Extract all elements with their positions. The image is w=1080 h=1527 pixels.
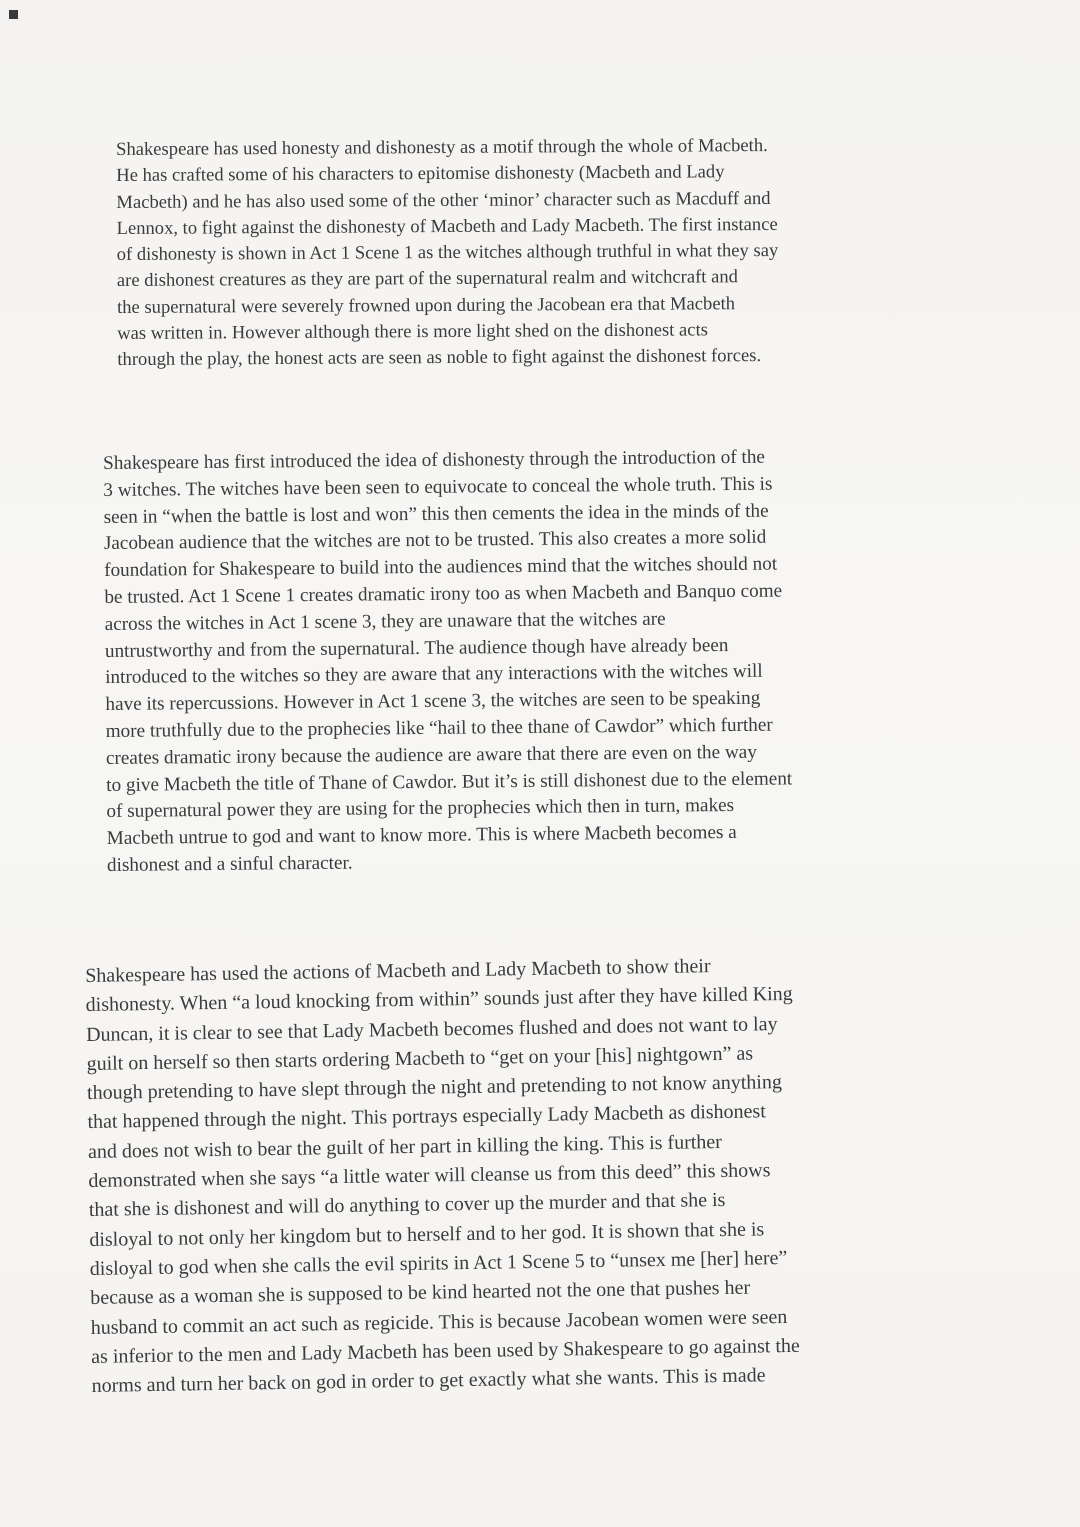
- text-line: have its repercussions. However in Act 1 scene 3, the witches are seen to be speaking: [105, 687, 761, 716]
- text-line: that happened through the night. This portrays especially Lady Macbeth as dishonest: [87, 1100, 766, 1134]
- text-line: Shakespeare has used the actions of Macbeth and Lady Macbeth to show their: [85, 955, 711, 987]
- text-line: Jacobean audience that the witches are not to be trusted. This also creates a more solid: [103, 527, 767, 555]
- text-line: because as a woman she is supposed to be kind hearted not the one that pushes her: [90, 1276, 751, 1310]
- text-line: untrustworthy and from the supernatural. The audience though have already been: [104, 634, 729, 662]
- text-line: across the witches in Act 1 scene 3, they are unaware that the witches are: [104, 608, 666, 635]
- text-line: 3 witches. The witches have been seen to equivocate to conceal the whole truth. This is: [103, 473, 773, 501]
- text-line: Lennox, to fight against the dishonesty of Macbeth and Lady Macbeth. The first instance: [116, 213, 778, 239]
- text-line: creates dramatic irony because the audience are aware that there are even on the way: [105, 741, 757, 769]
- paragraph-witches: [103, 443, 952, 880]
- text-line: Shakespeare has used honesty and dishonesty as a motif through the whole of Macbeth.: [116, 135, 768, 160]
- text-line: was written in. However although there is more light shed on the dishonest acts: [117, 319, 709, 345]
- text-line: disloyal to not only her kingdom but to herself and to her god. It is shown that she is: [89, 1218, 765, 1251]
- paragraph-lady-macbeth: [85, 948, 962, 1401]
- text-line: introduced to the witches so they are aware that any interactions with the witches will: [105, 661, 763, 689]
- text-line: husband to commit an act such as regicide. This is because Jacobean women were seen: [90, 1305, 788, 1339]
- text-line: dishonest and a sinful character.: [106, 852, 353, 876]
- text-line: Duncan, it is clear to see that Lady Macbeth becomes flushed and does not want to lay: [85, 1012, 778, 1046]
- scan-corner-mark: [9, 10, 18, 19]
- text-line: and does not wish to bear the guilt of her part in killing the king. This is further: [87, 1130, 723, 1163]
- text-line: of dishonesty is shown in Act 1 Scene 1 as the witches although truthful in what they say: [116, 240, 779, 266]
- text-line: be trusted. Act 1 Scene 1 creates dramatic irony too as when Macbeth and Banquo come: [104, 580, 783, 608]
- text-line: through the play, the honest acts are seen as noble to fight against the dishonest forces.: [117, 345, 762, 371]
- text-line: the supernatural were severely frowned upon during the Jacobean era that Macbeth: [116, 293, 736, 318]
- text-line: seen in “when the battle is lost and won” this then cements the idea in the minds of the: [103, 500, 769, 528]
- text-line: guilt on herself so then starts ordering Macbeth to “get on your [his] nightgown” as: [86, 1042, 754, 1075]
- text-line: as inferior to the men and Lady Macbeth has been used by Shakespeare to go against the: [91, 1334, 800, 1368]
- text-line: demonstrated when she says “a little water will cleanse us from this deed” this shows: [88, 1159, 771, 1193]
- text-line: Macbeth untrue to god and want to know more. This is where Macbeth becomes a: [106, 822, 737, 850]
- text-line: He has crafted some of his characters to epitomise dishonesty (Macbeth and Lady: [116, 161, 725, 187]
- text-line: norms and turn her back on god in order to get exactly what she wants. This is made: [91, 1364, 766, 1398]
- text-line: foundation for Shakespeare to build into the audiences mind that the witches should not: [104, 553, 778, 582]
- text-line: Shakespeare has first introduced the idea of dishonesty through the introduction of the: [103, 446, 766, 474]
- text-line: though pretending to have slept through the night and pretending to not know anything: [86, 1071, 783, 1105]
- paragraph-introduction: [116, 132, 947, 374]
- text-line: to give Macbeth the title of Thane of Cawdor. But it’s is still dishonest due to the element: [106, 767, 793, 796]
- text-line: dishonesty. When “a loud knocking from within” sounds just after they have killed King: [85, 983, 793, 1017]
- text-line: are dishonest creatures as they are part of the supernatural realm and witchcraft and: [116, 266, 738, 292]
- text-line: more truthfully due to the prophecies like “hail to thee thane of Cawdor” which further: [105, 714, 773, 742]
- text-line: of supernatural power they are using for the prophecies which then in turn, makes: [106, 795, 735, 823]
- text-line: Macbeth) and he has also used some of the other ‘minor’ character such as Macduff and: [116, 187, 771, 213]
- text-line: that she is dishonest and will do anything to cover up the murder and that she is: [88, 1189, 726, 1222]
- text-line: disloyal to god when she calls the evil spirits in Act 1 Scene 5 to “unsex me [her] here”: [89, 1246, 788, 1280]
